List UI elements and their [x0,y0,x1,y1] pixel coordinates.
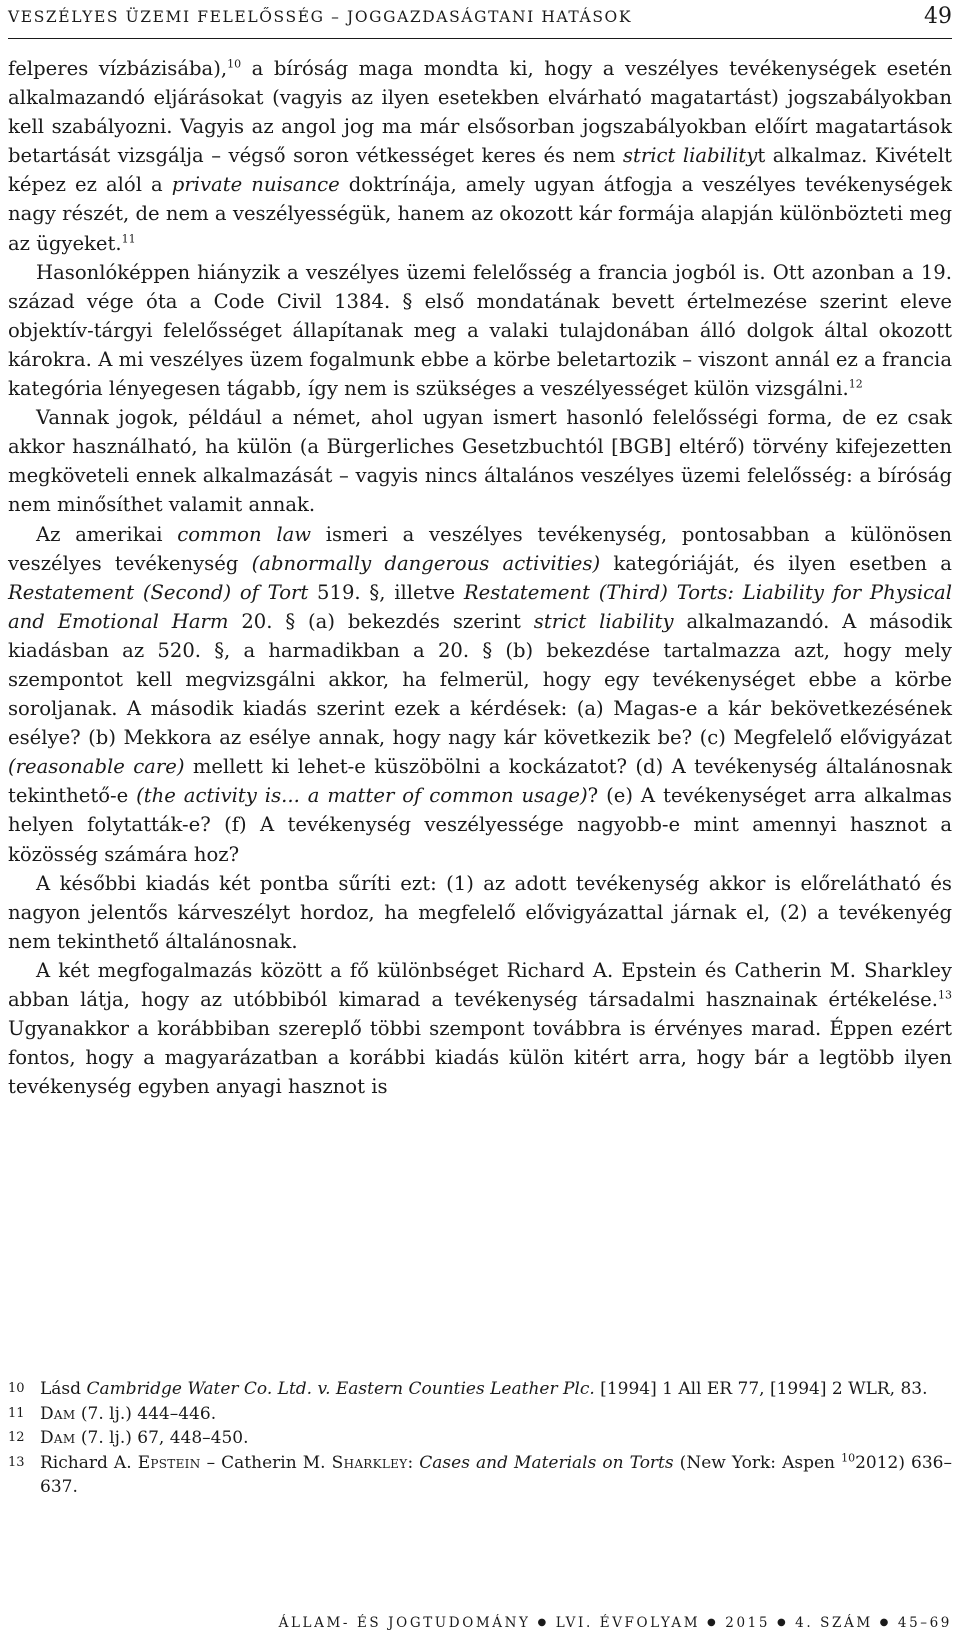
paragraph-6 [8,956,952,1101]
superscript: 10 [841,1450,856,1464]
italic-term: private nuisance [171,173,340,197]
text: a bíróság maga mondta ki, hogy a veszélyes tevékenységek esetén alkalmazandó eljárásokat (vagyis az ilyen esetekben elvárható magatartást) jogszabályokban kell szabályozni. Vagyis az angol jog ma már elsősorban jogszabályokban előírt magatartások betartását vizsgálja – végső soron vétkességet keres és nem [8,57,952,168]
author-name: Dam [40,1403,76,1424]
footnote-ref-12: 12 [848,377,863,391]
footnote-ref-13: 13 [938,988,952,1002]
paragraph-3 [8,403,952,519]
text: felperes vízbázisába), [8,57,228,80]
footnotes [8,1377,952,1500]
case-title: Cambridge Water Co. Ltd. v. Eastern Counties Leather Plc. [86,1379,595,1399]
italic-term: common law [177,522,312,546]
italic-term: (abnormally dangerous activities) [251,551,601,575]
italic-title: Restatement (Second) of Tort [8,580,309,604]
italic-title: Restatement (Third) Torts: Liability for Physical and Emotional Harm [8,580,953,633]
page-number: 49 [924,4,952,29]
separator-dot: ● [776,1617,789,1628]
text: Lásd [40,1379,87,1399]
text: A későbbi kiadás két pontba sűríti ezt: (1) az adott tevékenység akkor is előrelátható és nagyon jelentős kárveszélyt hordoz, ha megfelelő elővigyázattal járnak el, (2) a tevékenyég nem tekinthető általánosnak. [8,871,952,953]
text: (7. lj.) 444–446. [75,1403,217,1424]
footnote-11 [8,1402,952,1427]
footnote-text [40,1377,952,1402]
text: – Catherin M. [200,1452,332,1473]
footnote-12 [8,1426,952,1451]
text: alkalmazandó. A második kiadásban az 520. §, a harmadikban a 20. § (b) bekezdése tartalmazza azt, hogy mely szempontot kell megvizsgálni akkor, ha felmerül, hogy egy tevékenységet ebbe a körbe soroljanak. A második kiadás szerint ezek a kérdések: (a) Magas-e a kár bekövetkezésének esélye? (b) Mekkora az esélye annak, hogy nagy kár következik be? (c) Megfelelő elővigyázat [8,609,952,750]
footnote-number: 11 [8,1405,25,1421]
separator-dot: ● [879,1617,891,1628]
text: 519. §, illetve [308,580,464,604]
separator-dot: ● [537,1617,549,1628]
text: 20. § (a) bekezdés szerint [228,609,534,633]
text: Ugyanakkor a korábbiban szereplő többi szempont továbbra is érvényes marad. Éppen ezért fontos, hogy a magyarázatban a korábbi kiadás külön kitért arra, hogy bár a legtöbb ilyen tevékenység egyben anyagi hasznot is [8,1017,952,1099]
paragraph-1 [8,54,952,258]
text: (New York: Aspen [673,1452,842,1473]
text: doktrínája, amely ugyan átfogja a veszélyes tevékenységek nagy részét, de nem a veszélyességük, hanem az okozott kár formája alapján különbözteti meg az ügyeket. [8,173,952,255]
text: (7. lj.) 67, 448–450. [75,1428,249,1448]
footnote-ref-10: 10 [227,57,242,71]
header-rule [8,38,952,39]
text: A két megfogalmazás között a fő különbséget Richard A. Epstein és Catherin M. Sharkley abban látja, hogy az utóbbiból kimarad a tevékenység társadalmi hasznainak értékelése. [8,958,952,1011]
running-header-title: VESZÉLYES ÜZEMI FELELŐSSÉG – JOGGAZDASÁGTANI HATÁSOK [8,8,633,26]
text: Az amerikai [36,522,178,546]
footnote-number: 12 [8,1430,25,1445]
book-title: Cases and Materials on Torts [419,1452,674,1473]
text: t alkalmaz. Kivételt képez ez alól a [8,144,952,197]
text: mellett ki lehet-e küszöbölni a kockázatot? (d) A tevékenység általánosnak tekinthető-e [8,755,952,808]
footnote-10 [8,1377,952,1402]
text: ismeri a veszélyes tevékenység, pontosabban a különösen veszélyes tevékenység [8,522,952,575]
text: Vannak jogok, például a német, ahol ugyan ismert hasonló felelősségi forma, de ez csak akkor használható, ha külön (a Bürgerliches Gesetzbuchtól [BGB] eltérő) törvény kifejezetten megköveteli ennek alkalmazását – vagyis nincs általános veszélyes üzemi felelősség: a bíróság nem minősíthet valamit annak. [8,406,952,517]
issue: 4. SZÁM [795,1615,873,1631]
author-name: Dam [40,1428,76,1448]
author-name: Epstein [137,1452,201,1473]
separator-dot: ● [707,1617,719,1628]
text: ? (e) A tevékenységet arra alkalmas helyen folytatták-e? (f) A tevékenység veszélyessége nagyobb-e mint amennyi hasznot a közösség számára hoz? [8,784,952,866]
year: 2015 [725,1615,771,1631]
running-footer [279,1615,952,1631]
footnote-text [40,1402,952,1427]
text: : [407,1452,420,1473]
journal-name: ÁLLAM- ÉS JOGTUDOMÁNY [278,1615,531,1631]
text: kategóriáját, és ilyen esetben a [600,551,952,575]
italic-term: strict liability [622,144,758,168]
italic-term: strict liability [533,609,674,633]
page-range: 45–69 [897,1615,952,1631]
author-name: Sharkley [331,1452,408,1473]
italic-term: (reasonable care) [8,755,185,779]
paragraph-4 [8,520,952,869]
footnote-text [40,1451,952,1500]
running-header [8,6,952,34]
footnote-13 [8,1451,952,1500]
text: [1994] 1 All ER 77, [1994] 2 WLR, 83. [594,1379,928,1399]
paragraph-5 [8,869,952,956]
paragraph-2 [8,258,952,403]
text: Richard A. [40,1452,138,1473]
text: 2012) 636–637. [40,1452,952,1497]
footnote-ref-11: 11 [121,232,136,246]
italic-term: (the activity is... a matter of common usage) [136,784,588,808]
footnote-text [40,1426,952,1451]
footnote-number: 13 [8,1454,25,1470]
text: Hasonlóképpen hiányzik a veszélyes üzemi felelősség a francia jogból is. Ott azonban a 19. század vége óta a Code Civil 1384. § első mondatának bevett értelmezése szerint eleve objektív-tárgyi felelősséget állapítanak meg a valaki tulajdonában álló dolgok által okozott károkra. A mi veszélyes üzem fogalmunk ebbe a körbe beletartozik – viszont annál ez a francia kategória lényegesen tágabb, így nem is szükséges a veszélyességet külön vizsgálni. [8,260,952,401]
body-text [8,54,952,1101]
volume: LVI. ÉVFOLYAM [555,1615,701,1631]
footnote-number: 10 [8,1381,25,1396]
